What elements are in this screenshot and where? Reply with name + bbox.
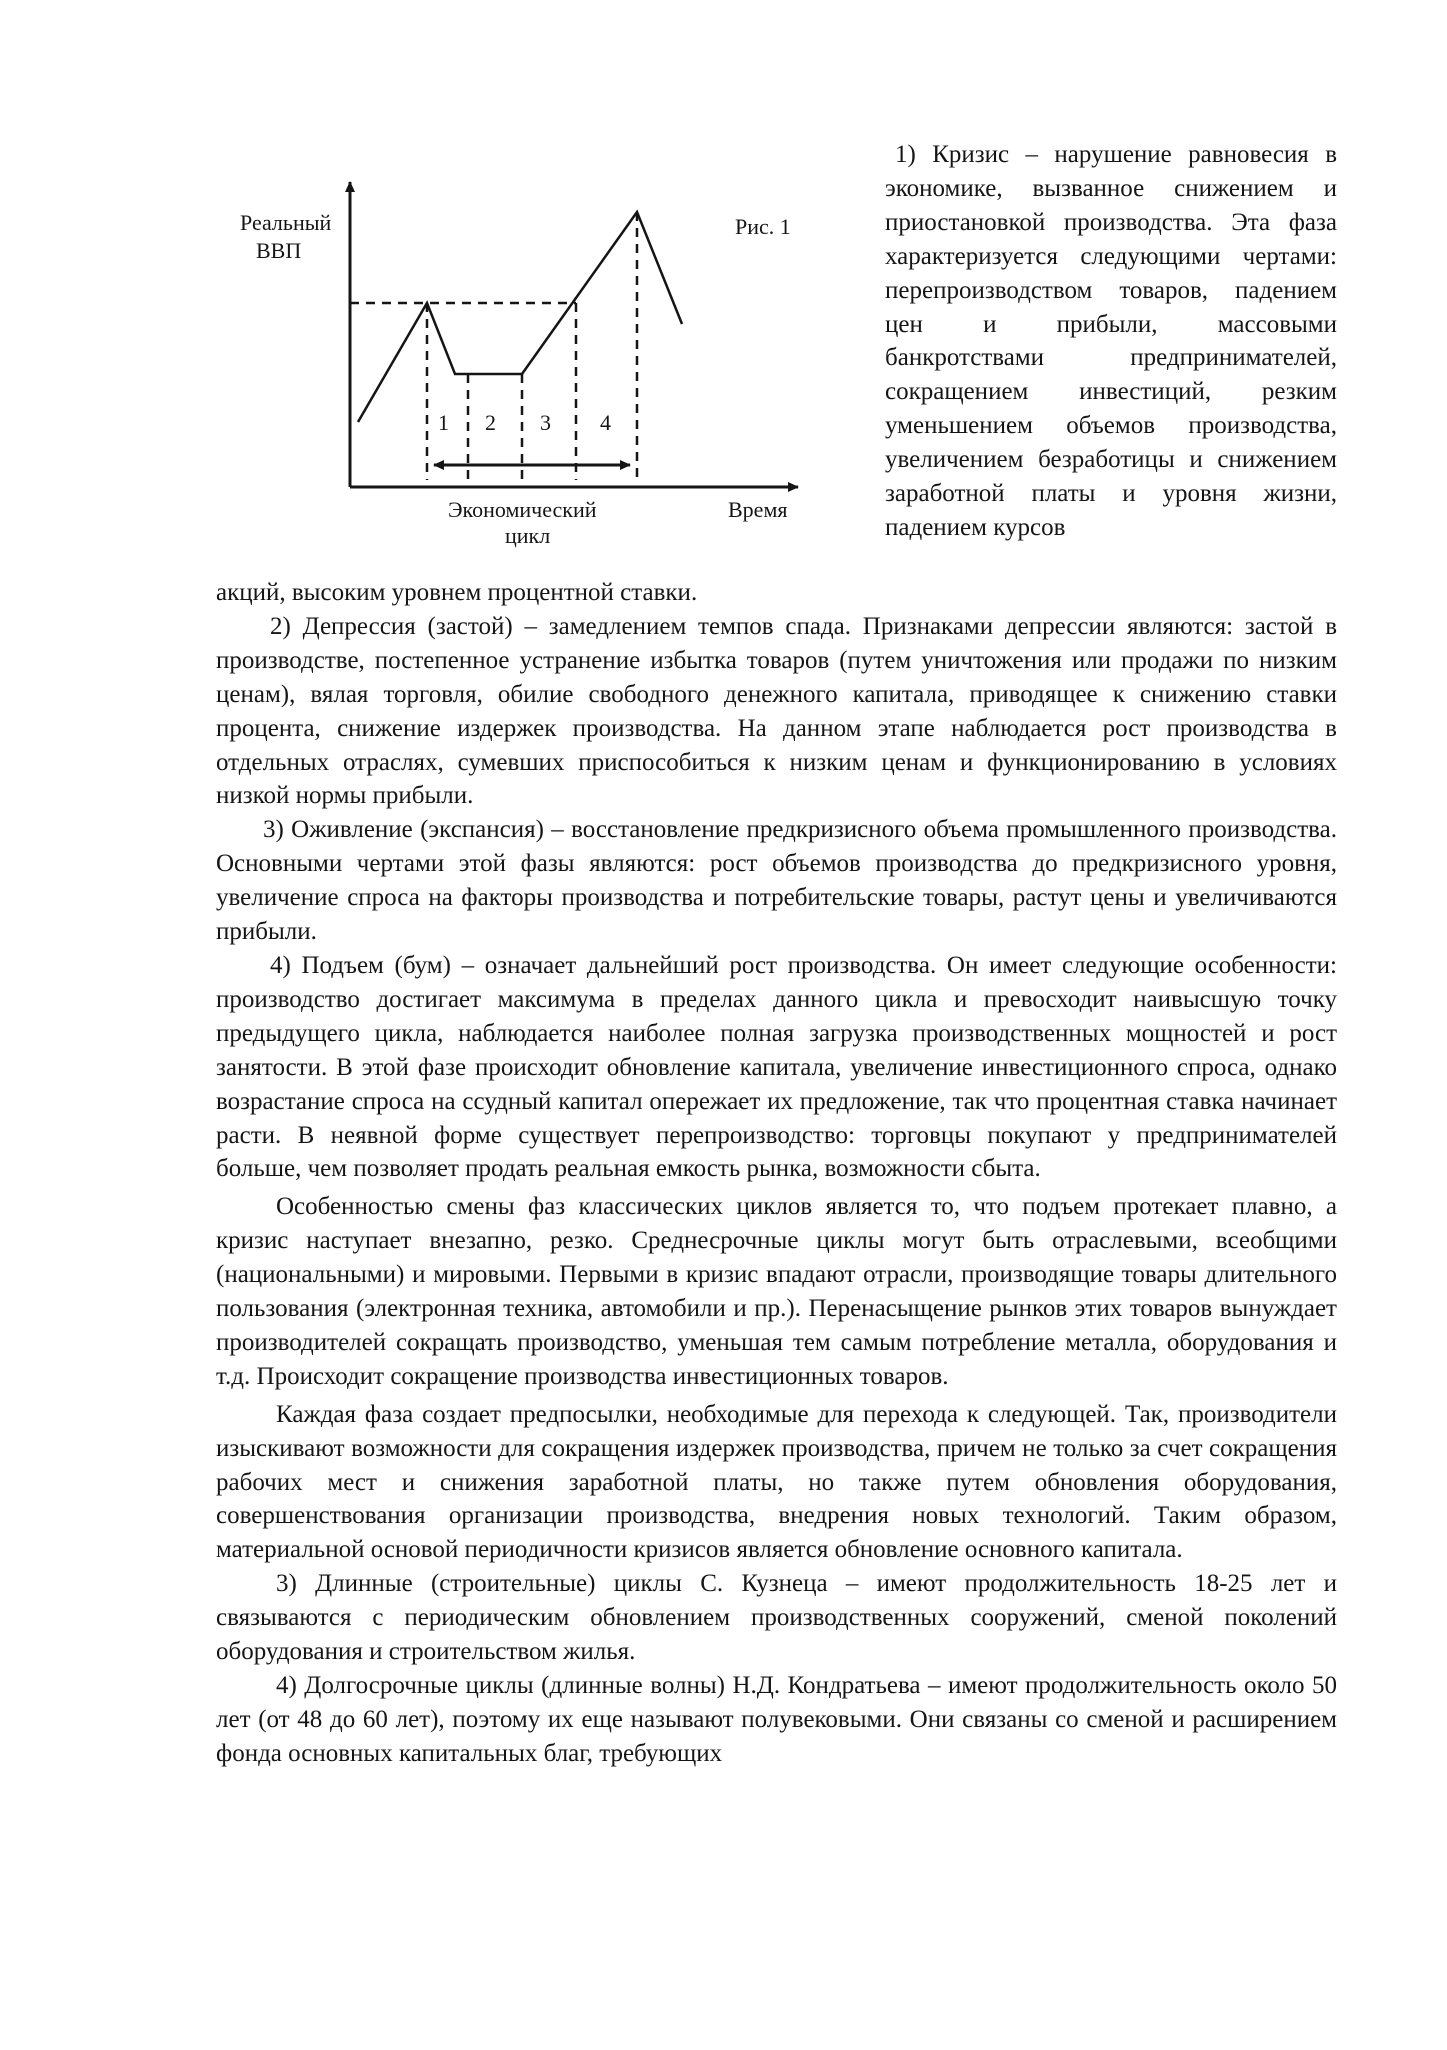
phase-label-2: 2 xyxy=(485,410,496,435)
cycle-label-line2: цикл xyxy=(505,523,551,548)
phase-label-4: 4 xyxy=(600,410,611,435)
paragraph-kondratiev-cycles: 4) Долгосрочные циклы (длинные волны) Н.Д. Кондратьева – имеют продолжительность около 50 лет (от 48 до 60 лет), поэтому их еще называют полувековыми. Они связаны со сменой и расширением фонда основных капитальных благ, требующих xyxy=(216,1672,1337,1767)
paragraph-phase-change: Особенностью смены фаз классических циклов является то, что подъем протекает плавно, а кризис наступает внезапно, резко. Среднесрочные циклы могут быть отраслевыми, всеобщими (национальными) и мировыми. Первыми в кризис впадают отрасли, производящие товары длительного пользования (электронная техника, автомобили и пр.). Перенасыщение рынков этих товаров вынуждает производителей сокращать производство, уменьшая тем самым потребление металла, оборудования и т.д. Происходит сокращение производства инвестиционных товаров. xyxy=(216,1193,1337,1390)
main-text xyxy=(216,576,1337,1771)
paragraph-crisis: 1) Кризис – нарушение равновесия в экономике, вызванное снижением и приостановкой производства. Эта фаза характеризуется следующими чертами: перепроизводством товаров, падением цен и прибыли, массовыми банкротствами предпринимателей, сокращением инвестиций, резким уменьшением объемов производства, увеличением безработицы и снижением заработной платы и уровня жизни, падением курсов xyxy=(885,141,1337,541)
cycle-label-line1: Экономический xyxy=(448,497,597,522)
paragraph-depression: 2) Депрессия (застой) – замедлением темпов спада. Признаками депрессии являются: застой в производстве, постепенное устранение избытка товаров (путем уничтожения или продажи по низким ценам), вялая торговля, обилие свободного денежного капитала, приводящее к снижению ставки процента, снижение издержек производства. На данном этапе наблюдается рост производства в отдельных отраслях, сумевших приспособиться к низким ценам и функционированию в условиях низкой нормы прибыли. xyxy=(216,612,1337,810)
gdp-curve xyxy=(358,212,682,422)
business-cycle-figure xyxy=(220,170,820,570)
paragraph-kuznets-cycles: 3) Длинные (строительные) циклы С. Кузнеца – имеют продолжительность 18-25 лет и связываются с периодическим обновлением производственных сооружений, сменой поколений оборудования и строительством жилья. xyxy=(216,1570,1337,1666)
y-axis-label-line1: Реальный xyxy=(240,210,332,235)
paragraph-preconditions: Каждая фаза создает предпосылки, необходимые для перехода к следующей. Так, производители изыскивают возможности для сокращения издержек производства, причем не только за счет сокращения рабочих мест и снижения заработной платы, но также путем обновления оборудования, совершенствования организации производства, внедрения новых технологий. Таким образом, материальной основой периодичности кризисов является обновление основного капитала. xyxy=(216,1400,1337,1564)
phase-label-1: 1 xyxy=(438,410,449,435)
paragraph-revival: 3) Оживление (экспансия) – восстановление предкризисного объема промышленного производства. Основными чертами этой фазы являются: рост объемов производства до предкризисного уровня, увеличение спроса на факторы производства и потребительские товары, растут цены и увеличиваются прибыли. xyxy=(216,816,1337,946)
y-axis-label-line2: ВВП xyxy=(256,238,302,263)
figure-caption: Рис. 1 xyxy=(735,214,791,239)
paragraph-boom: 4) Подъем (бум) – означает дальнейший рост производства. Он имеет следующие особенности: производство достигает максимума в пределах данного цикла и превосходит наивысшую точку предыдущего цикла, наблюдается наиболее полная загрузка производственных мощностей и рост занятости. В этой фазе происходит обновление капитала, увеличение инвестиционного спроса, однако возрастание спроса на ссудный капитал опережает их предложение, так что процентная ставка начинает расти. В неявной форме существует перепроизводство: торговцы покупают у предпринимателей больше, чем позволяет продать реальная емкость рынка, возможности сбыта. xyxy=(216,951,1337,1183)
paragraph-crisis-continuation: акций, высоким уровнем процентной ставки. xyxy=(216,579,698,606)
x-axis-label: Время xyxy=(728,497,788,522)
phase-label-3: 3 xyxy=(540,410,551,435)
